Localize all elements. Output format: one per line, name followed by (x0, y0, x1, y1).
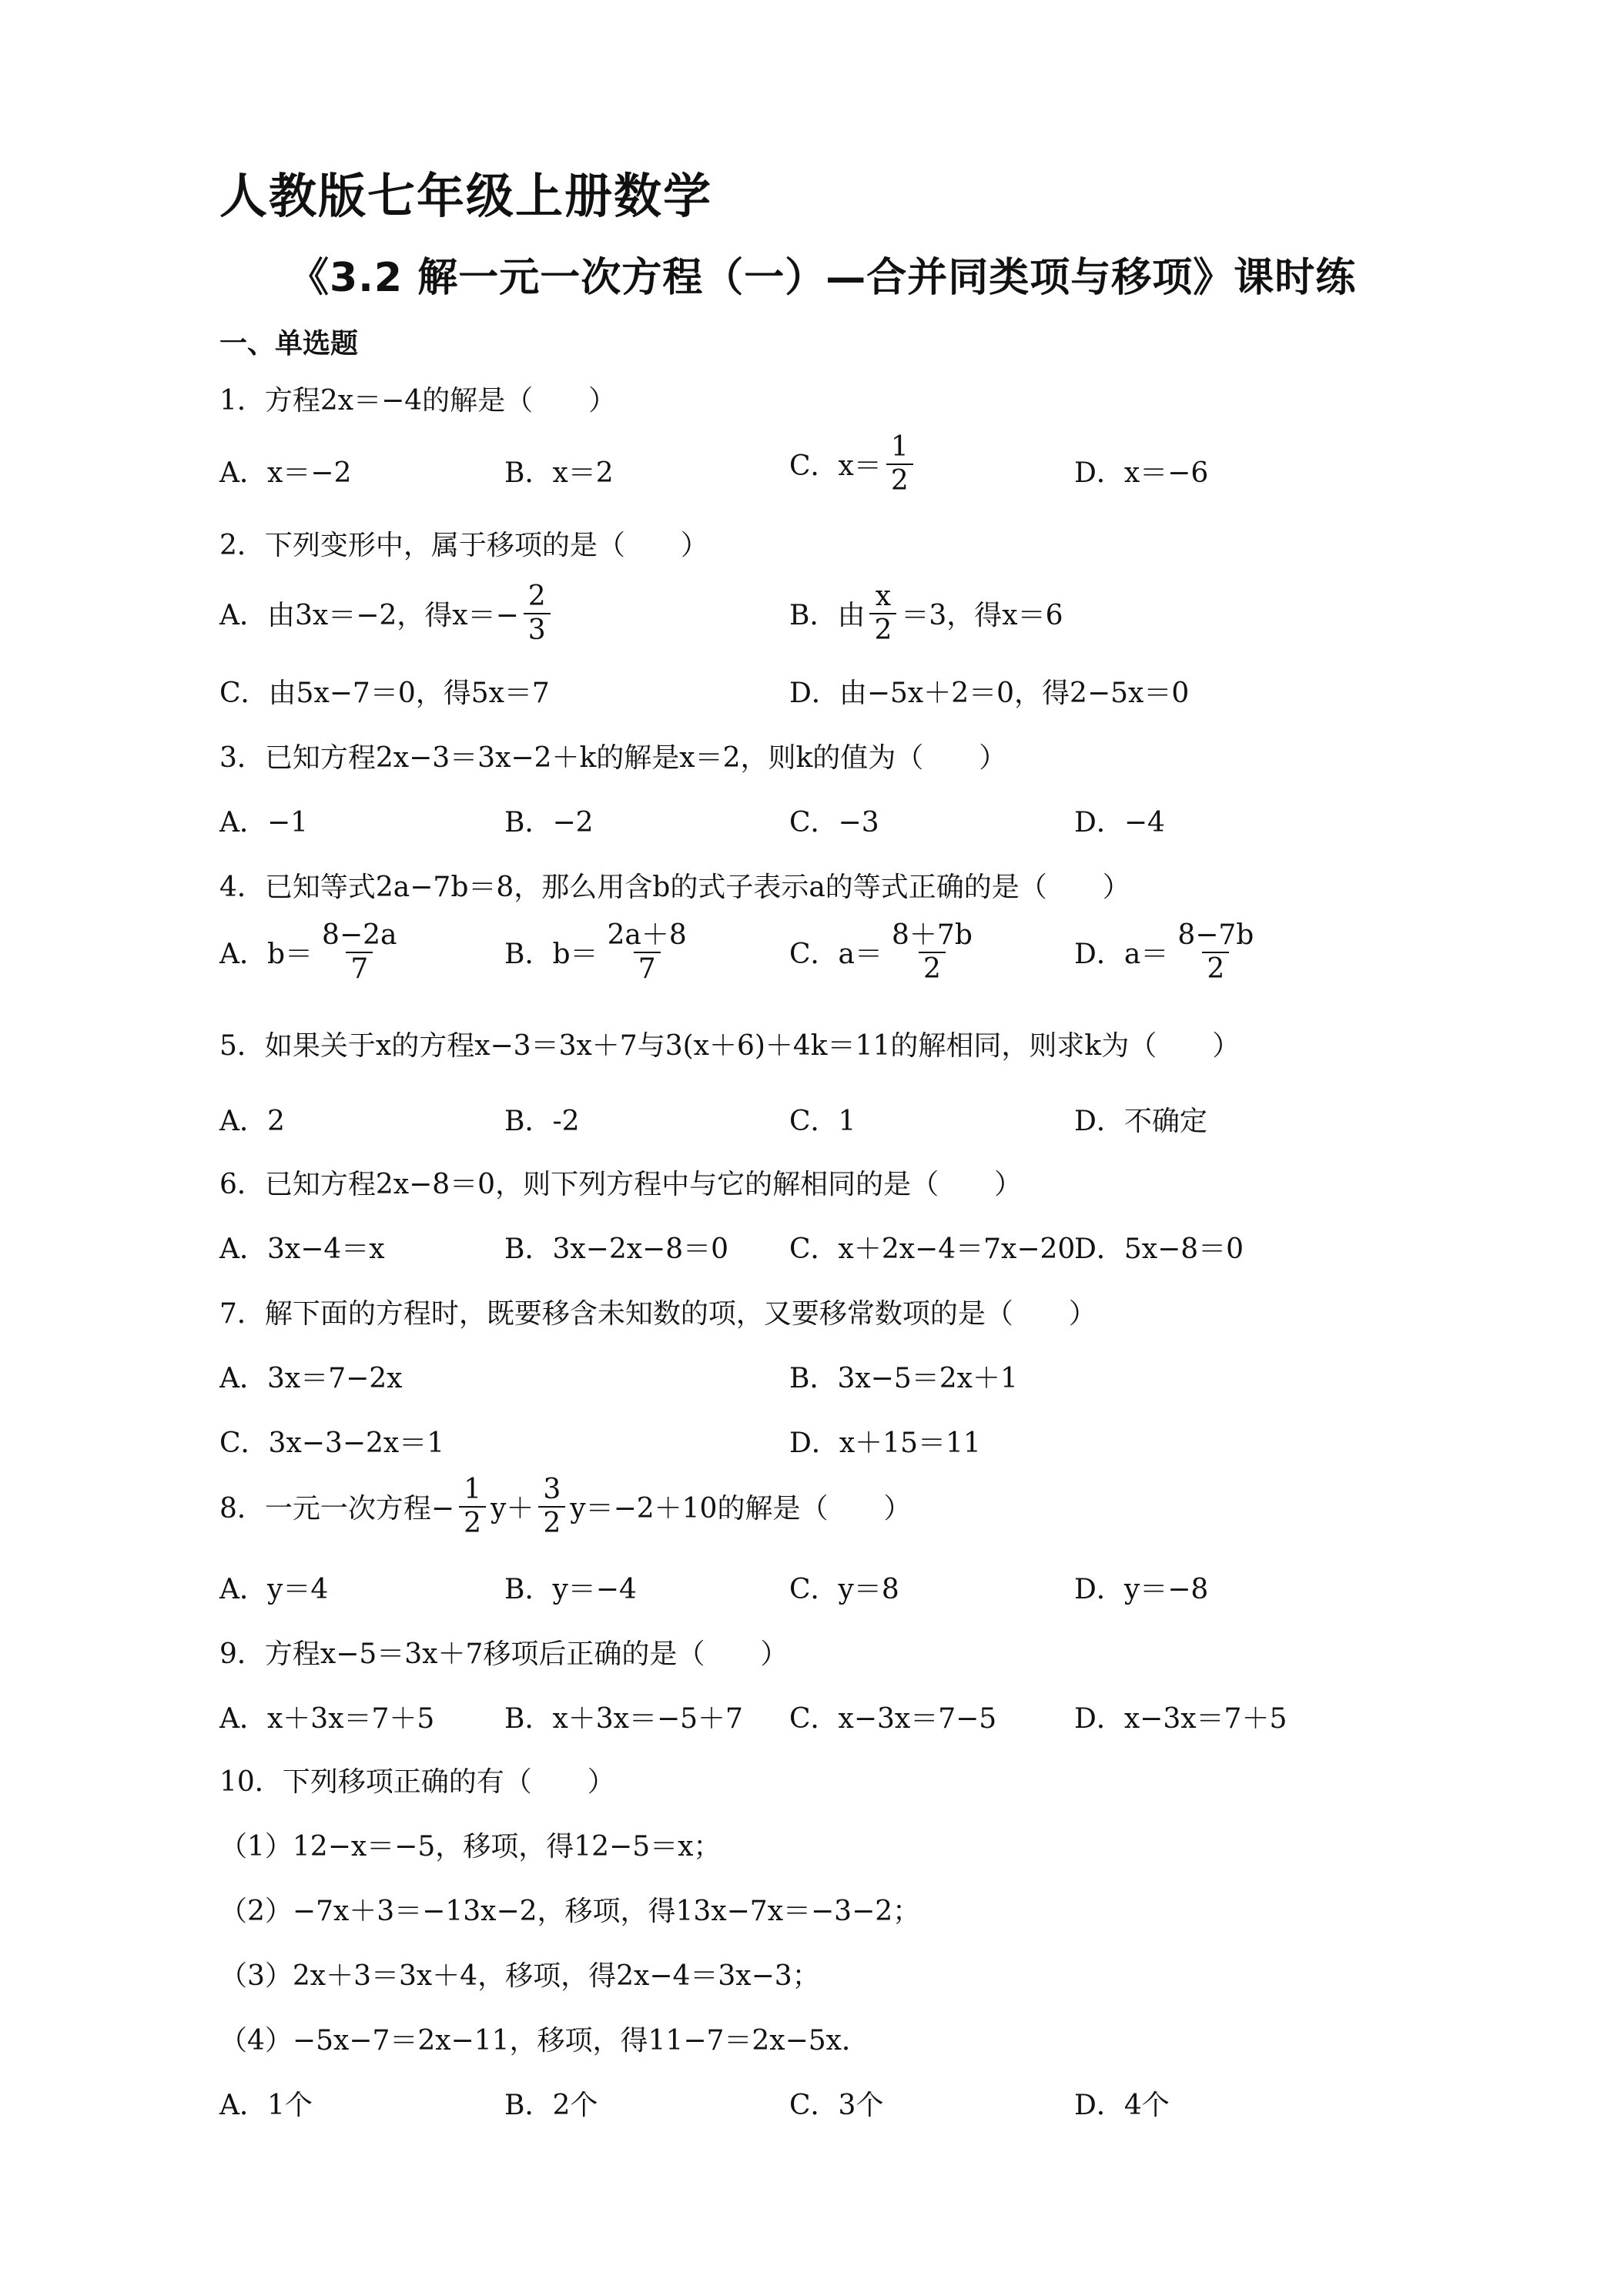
fraction-denominator: 2 (869, 613, 896, 645)
q4-option-c-label: C．a＝ (789, 939, 883, 971)
q3-option-d: D．−4 (1074, 807, 1165, 838)
q5-option-a: A．2 (219, 1106, 285, 1137)
q5-option-d: D．不确定 (1074, 1106, 1207, 1137)
q2-option-d: D．由−5x＋2＝0，得2−5x＝0 (789, 678, 1190, 709)
q5-option-c: C．1 (789, 1106, 856, 1137)
q9-option-b: B．x＋3x＝−5＋7 (504, 1703, 743, 1735)
question-4-stem: 4．已知等式2a−7b＝8，那么用含b的式子表示a的等式正确的是（ ） (219, 872, 1130, 903)
question-6-stem: 6．已知方程2x−8＝0，则下列方程中与它的解相同的是（ ） (219, 1169, 1023, 1200)
q8-option-d: D．y＝−8 (1074, 1574, 1209, 1605)
q7-option-b: B．3x−5＝2x＋1 (789, 1363, 1018, 1394)
question-10-stem: 10．下列移项正确的有（ ） (219, 1766, 615, 1798)
q8-option-b: B．y＝−4 (504, 1574, 637, 1605)
fraction-numerator: 8−7b (1177, 919, 1254, 951)
q5-option-b: B．-2 (504, 1106, 580, 1137)
q3-option-b: B．−2 (504, 807, 594, 838)
q7-option-c: C．3x−3−2x＝1 (219, 1427, 445, 1459)
fraction-denominator: 3 (524, 613, 551, 645)
q9-option-c: C．x−3x＝7−5 (789, 1703, 997, 1735)
q4-option-d-fraction (1173, 921, 1258, 984)
fraction-numerator: 3 (543, 1474, 561, 1505)
question-8-stem (219, 1475, 911, 1538)
question-3-stem: 3．已知方程2x−3＝3x−2＋k的解是x＝2，则k的值为（ ） (219, 742, 1007, 774)
q10-option-b: B．2个 (504, 2090, 598, 2121)
q2-option-b-fraction (869, 582, 896, 645)
q2-option-c: C．由5x−7＝0，得5x＝7 (219, 678, 550, 709)
fraction-denominator: 2 (1202, 952, 1229, 984)
q2-option-b-label: B．由 (789, 600, 866, 632)
q4-option-a-label: A．b＝ (219, 939, 313, 971)
q4-option-b (504, 921, 696, 984)
q1-option-d: D．x＝−6 (1074, 457, 1209, 489)
q10-statement-3: （3）2x＋3＝3x＋4，移项，得2x−4＝3x−3； (219, 1960, 820, 1992)
q8-stem-start: 8．一元一次方程− (219, 1493, 455, 1525)
q2-option-b (789, 582, 1063, 645)
q2-option-a-fraction (524, 582, 551, 645)
page-title: 人教版七年级上册数学 (219, 168, 713, 224)
question-5-stem: 5．如果关于x的方程x−3＝3x＋7与3(x＋6)＋4k＝11的解相同，则求k为（ ） (219, 1030, 1241, 1062)
q4-option-a (219, 921, 406, 984)
q3-option-a: A．−1 (219, 807, 309, 838)
fraction-denominator: 2 (538, 1506, 565, 1538)
q7-option-d: D．x＋15＝11 (789, 1427, 981, 1459)
q7-option-a: A．3x＝7−2x (219, 1363, 403, 1394)
fraction-denominator: 2 (919, 952, 946, 984)
q9-option-d: D．x−3x＝7＋5 (1074, 1703, 1287, 1735)
q6-option-a: A．3x−4＝x (219, 1233, 385, 1265)
fraction-numerator: 2a＋8 (607, 919, 687, 951)
question-9-stem: 9．方程x−5＝3x＋7移项后正确的是（ ） (219, 1638, 789, 1670)
q10-option-d: D．4个 (1074, 2090, 1170, 2121)
q2-option-a-label: A．由3x＝−2，得x＝− (219, 600, 519, 632)
fraction-denominator: 7 (634, 952, 661, 984)
fraction-numerator: 1 (464, 1474, 481, 1505)
q4-option-d (1074, 921, 1263, 984)
q8-fraction-2 (538, 1475, 565, 1538)
q10-option-a: A．1个 (219, 2090, 313, 2121)
q6-option-b: B．3x−2x−8＝0 (504, 1233, 729, 1265)
question-7-stem: 7．解下面的方程时，既要移含未知数的项，又要移常数项的是（ ） (219, 1298, 1097, 1330)
q8-option-c: C．y＝8 (789, 1574, 899, 1605)
q4-option-b-fraction (603, 921, 691, 984)
q1-option-c-fraction (886, 433, 913, 496)
fraction-denominator: 2 (886, 464, 913, 496)
fraction-numerator: 2 (527, 581, 546, 612)
fraction-numerator: 1 (890, 431, 909, 463)
fraction-numerator: x (875, 581, 892, 612)
q1-option-c-label: C．x＝ (789, 450, 882, 483)
q2-option-a (219, 582, 555, 645)
q8-stem-end: y＝−2＋10的解是（ ） (570, 1493, 912, 1525)
fraction-denominator: 7 (346, 952, 373, 984)
fraction-numerator: 8＋7b (892, 919, 973, 951)
q4-option-a-fraction (317, 921, 401, 984)
q8-stem-middle: y＋ (490, 1493, 534, 1525)
q2-option-b-tail: ＝3，得x＝6 (901, 600, 1063, 632)
q4-option-c-fraction (887, 921, 977, 984)
q6-option-c: C．x＋2x−4＝7x−20 (789, 1233, 1076, 1265)
section-heading: 一、单选题 (219, 328, 359, 360)
q10-statement-2: （2）−7x＋3＝−13x−2，移项，得13x−7x＝−3−2； (219, 1896, 921, 1927)
q9-option-a: A．x＋3x＝7＋5 (219, 1703, 435, 1735)
q8-option-a: A．y＝4 (219, 1574, 329, 1605)
fraction-numerator: 8−2a (322, 919, 397, 951)
q6-option-d: D．5x−8＝0 (1074, 1233, 1244, 1265)
question-2-stem: 2．下列变形中，属于移项的是（ ） (219, 530, 708, 561)
page-subtitle: 《3.2 解一元一次方程（一）—合并同类项与移项》课时练 (289, 255, 1357, 301)
q1-option-c (789, 433, 918, 496)
q1-option-a: A．x＝−2 (219, 457, 352, 489)
q8-fraction-1 (459, 1475, 486, 1538)
question-1-stem: 1．方程2x＝−4的解是（ ） (219, 385, 617, 417)
q10-statement-1: （1）12−x＝−5，移项，得12−5＝x； (219, 1831, 722, 1863)
q3-option-c: C．−3 (789, 807, 879, 838)
q4-option-b-label: B．b＝ (504, 939, 598, 971)
q1-option-b: B．x＝2 (504, 457, 614, 489)
q10-option-c: C．3个 (789, 2090, 884, 2121)
q4-option-d-label: D．a＝ (1074, 939, 1169, 971)
fraction-denominator: 2 (459, 1506, 486, 1538)
q4-option-c (789, 921, 982, 984)
q10-statement-4: （4）−5x−7＝2x−11，移项，得11−7＝2x−5x． (219, 2025, 869, 2057)
